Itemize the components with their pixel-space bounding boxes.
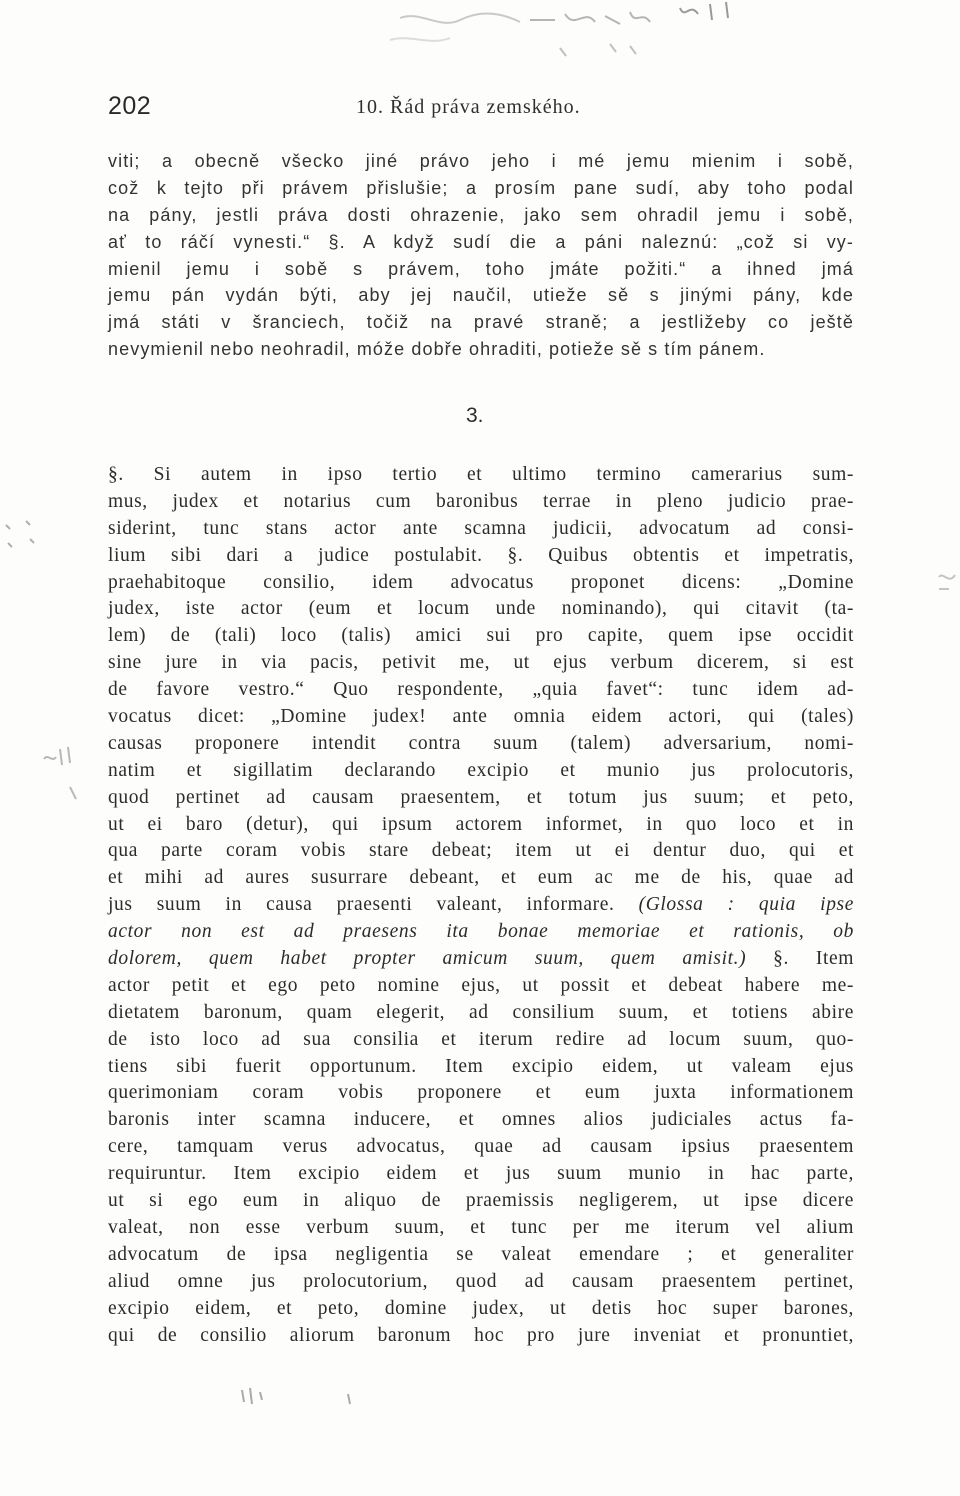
text-line: qua parte coram vobis stare debeat; item ut ei dentur duo, qui et (108, 840, 854, 862)
text-line: actor petit et ego peto nomine ejus, ut possit et debeat habere me- (108, 974, 854, 996)
text-line: ať to ráčí vynesti.“ §. A když sudí die a páni naleznú: „což si vy- (108, 231, 854, 252)
text-line: de isto loco ad sua consilia et iterum redire ad locum suum, quo- (108, 1028, 854, 1050)
page-header (108, 92, 858, 122)
glossa-segment: dolorem, quem habet propter amicum suum, quem amisit.) (108, 948, 747, 970)
bottom-pencil-mark (228, 1380, 368, 1410)
text-line: §. Si autem in ipso tertio et ultimo termino camerarius sum- (108, 464, 854, 485)
margin-pencil-mark (40, 735, 90, 805)
text-line: causas proponere intendit contra suum (talem) adversarium, nomi- (108, 732, 854, 754)
text-line: qui de consilio aliorum baronum hoc pro jure inveniat et pronuntiet, (108, 1324, 854, 1346)
text-line: vocatus dicet: „Domine judex! ante omnia eidem actori, qui (tales) (108, 706, 854, 728)
text-line: et mihi ad aures susurrare debeant, et eum ac me de his, quae ad (108, 867, 854, 889)
text-line-with-glossa (108, 892, 854, 919)
text-line: sine jure in via pacis, petivit me, ut ejus verbum dicerem, si est (108, 652, 854, 674)
latin-paragraph (108, 462, 854, 1349)
glossa-segment: (Glossa : quia ipse (638, 894, 854, 916)
text-line: excipio eidem, et peto, domine judex, ut detis hoc super barones, (108, 1297, 854, 1319)
text-line: requiruntur. Item excipio eidem et jus suum munio in hac parte, (108, 1163, 854, 1185)
text-line: querimoniam coram vobis proponere et eum juxta informationem (108, 1082, 854, 1104)
text-line: dietatem baronum, quam elegerit, ad consilium suum, et totiens abire (108, 1001, 854, 1023)
text-line: nevymienil nebo neohradil, móže dobře ohraditi, potieže sě s tím pánem. (108, 339, 766, 360)
text-line: mienil jemu i sobě s právem, toho jmáte požiti.“ a ihned jmá (108, 258, 854, 279)
text-line: lem) de (tali) loco (talis) amici sui pro capite, quem ipse occidit (108, 625, 854, 647)
text-line: judex, iste actor (eum et locum unde nominando), qui citavit (ta- (108, 598, 854, 620)
text-line: jemu pán vydán býti, aby jej naučil, utieže sě s jinými pány, kde (108, 285, 854, 306)
text-line: aliud omne jus prolocutorium, quod ad causam praesentem pertinet, (108, 1270, 854, 1292)
text-line: praehabitoque consilio, idem advocatus proponet dicens: „Domine (108, 571, 854, 593)
glossa-line: actor non est ad praesens ita bonae memoriae et rationis, ob (108, 921, 854, 943)
text-line: na pány, jestli práva dosti ohrazenie, jako sem ohradil jemu i sobě, (108, 204, 854, 225)
text-line-with-glossa (108, 946, 854, 973)
text-line: ut si ego eum in aliquo de praemissis negligerem, ut ipse dicere (108, 1190, 854, 1212)
margin-pencil-mark (0, 515, 40, 575)
text-line: de favore vestro.“ Quo respondente, „quia favet“: tunc idem ad- (108, 679, 854, 701)
text-line: tiens sibi fuerit opportunum. Item excipio eidem, ut valeam ejus (108, 1055, 854, 1077)
text-line: ut ei baro (detur), qui ipsum actorem informet, in quo loco et in (108, 813, 854, 835)
text-segment: §. Item (773, 948, 854, 970)
text-line: siderint, tunc stans actor ante scamna judicii, advocatum ad consi- (108, 517, 854, 539)
text-line: advocatum de ipsa negligentia se valeat emendare ; et generaliter (108, 1243, 854, 1265)
text-line: což k tejto při právem přislušie; a prosím pane sudí, aby toho podal (108, 177, 854, 198)
section-number: 3. (466, 404, 484, 427)
text-line: lium sibi dari a judice postulabit. §. Quibus obtentis et impetratis, (108, 544, 854, 566)
text-line: jmá státi v šranciech, točiž na pravé straně; a jestližeby co ještě (108, 312, 854, 333)
text-line: baronis inter scamna inducere, et omnes alios judiciales actus fa- (108, 1109, 854, 1131)
page-number: 202 (108, 92, 152, 120)
running-head: 10. Řád práva zemského. (356, 96, 581, 118)
czech-paragraph (108, 148, 854, 363)
text-line: valeat, non esse verbum suum, et tunc per me iterum vel alium (108, 1216, 854, 1238)
text-line: quod pertinet ad causam praesentem, et totum jus suum; et peto, (108, 786, 854, 808)
text-line: viti; a obecně všecko jiné právo jeho i mé jemu mienim i sobě, (108, 151, 854, 171)
margin-pencil-mark (935, 565, 960, 605)
text-line: natim et sigillatim declarando excipio et munio jus prolocutoris, (108, 759, 854, 781)
text-line: cere, tamquam verus advocatus, quae ad causam ipsius praesentem (108, 1136, 854, 1158)
handwritten-scribble-mark (380, 0, 740, 70)
text-segment: jus suum in causa praesenti valeant, informare. (108, 894, 615, 916)
text-line: mus, judex et notarius cum baronibus terrae in pleno judicio prae- (108, 490, 854, 512)
